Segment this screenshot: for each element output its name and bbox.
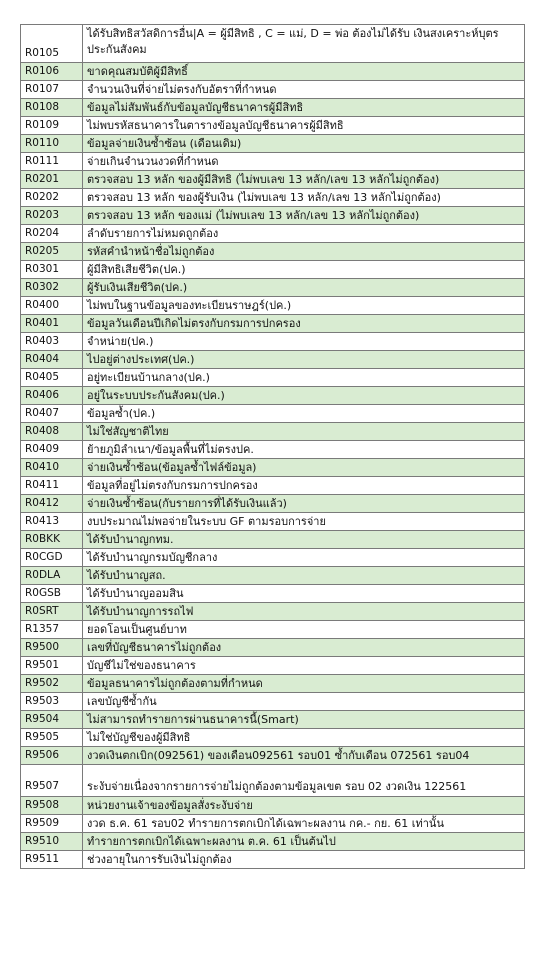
table-row <box>21 657 525 675</box>
table-row <box>21 279 525 297</box>
reject-description: ย้ายภูมิลำเนา/ข้อมูลพื้นที่ไม่ตรงปค. <box>83 441 525 459</box>
table-row <box>21 603 525 621</box>
reject-code: R0107 <box>21 81 83 99</box>
table-row <box>21 693 525 711</box>
reject-description: ได้รับบำนาญออมสิน <box>83 585 525 603</box>
reject-code: R0301 <box>21 261 83 279</box>
reject-code: R0203 <box>21 207 83 225</box>
table-row <box>21 765 525 797</box>
table-row <box>21 189 525 207</box>
reject-description: ได้รับบำนาญกรมบัญชีกลาง <box>83 549 525 567</box>
reject-code: R0407 <box>21 405 83 423</box>
table-row <box>21 63 525 81</box>
reject-description: ระงับจ่ายเนื่องจากรายการจ่ายไม่ถูกต้องตามข้อมูลเขต รอบ 02 งวดเงิน 122561 <box>83 765 525 797</box>
reject-description: ช่วงอายุในการรับเงินไม่ถูกต้อง <box>83 851 525 869</box>
reject-code: R9508 <box>21 797 83 815</box>
reject-code: R9509 <box>21 815 83 833</box>
reject-description: บัญชีไม่ใช่ของธนาคาร <box>83 657 525 675</box>
table-row <box>21 797 525 815</box>
table-row <box>21 729 525 747</box>
table-row <box>21 621 525 639</box>
reject-description: ยอดโอนเป็นศูนย์บาท <box>83 621 525 639</box>
table-row <box>21 261 525 279</box>
reject-code-table <box>20 24 525 869</box>
reject-code: R0410 <box>21 459 83 477</box>
reject-description: ได้รับบำนาญกทม. <box>83 531 525 549</box>
table-row <box>21 477 525 495</box>
table-row <box>21 25 525 63</box>
reject-description: ข้อมูลจ่ายเงินซ้ำซ้อน (เดือนเดิม) <box>83 135 525 153</box>
reject-code: R0BKK <box>21 531 83 549</box>
reject-description: ผู้มีสิทธิเสียชีวิต(ปค.) <box>83 261 525 279</box>
table-row <box>21 851 525 869</box>
reject-code: R9505 <box>21 729 83 747</box>
reject-code: R1357 <box>21 621 83 639</box>
reject-description: ขาดคุณสมบัติผู้มีสิทธิ์ <box>83 63 525 81</box>
table-row <box>21 675 525 693</box>
reject-code: R0205 <box>21 243 83 261</box>
table-row <box>21 297 525 315</box>
reject-code: R0105 <box>21 25 83 63</box>
reject-description: ลำดับรายการไม่หมดถูกต้อง <box>83 225 525 243</box>
table-row <box>21 531 525 549</box>
table-row <box>21 315 525 333</box>
table-row <box>21 333 525 351</box>
reject-description: ข้อมูลซ้ำ(ปค.) <box>83 405 525 423</box>
reject-description: ผู้รับเงินเสียชีวิต(ปค.) <box>83 279 525 297</box>
table-row <box>21 81 525 99</box>
reject-code: R0406 <box>21 387 83 405</box>
reject-code: R0SRT <box>21 603 83 621</box>
reject-description: จำหน่าย(ปค.) <box>83 333 525 351</box>
table-row <box>21 513 525 531</box>
reject-code: R9506 <box>21 747 83 765</box>
table-row <box>21 747 525 765</box>
reject-code: R0400 <box>21 297 83 315</box>
reject-code: R0412 <box>21 495 83 513</box>
reject-description: ไม่พบในฐานข้อมูลของทะเบียนราษฎร์(ปค.) <box>83 297 525 315</box>
reject-description: ตรวจสอบ 13 หลัก ของแม่ (ไม่พบเลข 13 หลัก/เลข 13 หลักไม่ถูกต้อง) <box>83 207 525 225</box>
reject-code: R9504 <box>21 711 83 729</box>
reject-code: R0405 <box>21 369 83 387</box>
table-row <box>21 423 525 441</box>
table-row <box>21 405 525 423</box>
reject-code: R0409 <box>21 441 83 459</box>
reject-code: R0302 <box>21 279 83 297</box>
reject-code: R9503 <box>21 693 83 711</box>
table-row <box>21 639 525 657</box>
table-row <box>21 387 525 405</box>
reject-description: อยู่ในระบบประกันสังคม(ปค.) <box>83 387 525 405</box>
table-row <box>21 711 525 729</box>
table-row <box>21 243 525 261</box>
reject-description: ได้รับบำนาญสถ. <box>83 567 525 585</box>
reject-description: ไปอยู่ต่างประเทศ(ปค.) <box>83 351 525 369</box>
table-row <box>21 369 525 387</box>
table-row <box>21 815 525 833</box>
reject-code: R0201 <box>21 171 83 189</box>
reject-description: รหัสคำนำหน้าชื่อไม่ถูกต้อง <box>83 243 525 261</box>
reject-description: ตรวจสอบ 13 หลัก ของผู้รับเงิน (ไม่พบเลข 13 หลัก/เลข 13 หลักไม่ถูกต้อง) <box>83 189 525 207</box>
reject-description: หน่วยงานเจ้าของข้อมูลสั่งระงับจ่าย <box>83 797 525 815</box>
reject-description: ทำรายการตกเบิกได้เฉพาะผลงาน ต.ค. 61 เป็นต้นไป <box>83 833 525 851</box>
table-row <box>21 549 525 567</box>
reject-description: ไม่ใช่สัญชาติไทย <box>83 423 525 441</box>
reject-description: จ่ายเงินซ้ำซ้อน(กับรายการที่ได้รับเงินแล้ว) <box>83 495 525 513</box>
table-row <box>21 225 525 243</box>
reject-description: ไม่ใช่บัญชีของผู้มีสิทธิ <box>83 729 525 747</box>
reject-code: R9511 <box>21 851 83 869</box>
reject-description: ไม่สามารถทำรายการผ่านธนาคารนี้(Smart) <box>83 711 525 729</box>
reject-code: R0411 <box>21 477 83 495</box>
table-row <box>21 833 525 851</box>
reject-description: เลขที่บัญชีธนาคารไม่ถูกต้อง <box>83 639 525 657</box>
reject-description: จำนวนเงินที่จ่ายไม่ตรงกับอัตราที่กำหนด <box>83 81 525 99</box>
reject-code: R0202 <box>21 189 83 207</box>
table-row <box>21 459 525 477</box>
reject-code: R0408 <box>21 423 83 441</box>
reject-code: R9507 <box>21 765 83 797</box>
reject-description: ตรวจสอบ 13 หลัก ของผู้มีสิทธิ (ไม่พบเลข 13 หลัก/เลข 13 หลักไม่ถูกต้อง) <box>83 171 525 189</box>
reject-code: R0204 <box>21 225 83 243</box>
reject-description: จ่ายเงินซ้ำซ้อน(ข้อมูลซ้ำไฟล์ข้อมูล) <box>83 459 525 477</box>
table-row <box>21 117 525 135</box>
reject-code: R0110 <box>21 135 83 153</box>
reject-description: ข้อมูลวันเดือนปีเกิดไม่ตรงกับกรมการปกครอง <box>83 315 525 333</box>
reject-description: ข้อมูลที่อยู่ไม่ตรงกับกรมการปกครอง <box>83 477 525 495</box>
reject-code: R0404 <box>21 351 83 369</box>
table-row <box>21 441 525 459</box>
reject-code: R0403 <box>21 333 83 351</box>
reject-code: R0109 <box>21 117 83 135</box>
reject-code: R0111 <box>21 153 83 171</box>
reject-code: R0106 <box>21 63 83 81</box>
reject-description: งบประมาณไม่พอจ่ายในระบบ GF ตามรอบการจ่าย <box>83 513 525 531</box>
reject-description: งวด ธ.ค. 61 รอบ02 ทำรายการตกเบิกได้เฉพาะผลงาน กค.- กย. 61 เท่านั้น <box>83 815 525 833</box>
table-row <box>21 207 525 225</box>
reject-code: R9501 <box>21 657 83 675</box>
table-row <box>21 135 525 153</box>
reject-code: R9500 <box>21 639 83 657</box>
table-row <box>21 99 525 117</box>
table-row <box>21 171 525 189</box>
table-row <box>21 495 525 513</box>
reject-code: R0GSB <box>21 585 83 603</box>
table-row <box>21 585 525 603</box>
table-row <box>21 567 525 585</box>
reject-description: เลขบัญชีซ้ำกัน <box>83 693 525 711</box>
reject-description: ไม่พบรหัสธนาคารในตารางข้อมูลบัญชีธนาคารผู้มีสิทธิ <box>83 117 525 135</box>
reject-code: R0401 <box>21 315 83 333</box>
reject-description: ข้อมูลธนาคารไม่ถูกต้องตามที่กำหนด <box>83 675 525 693</box>
reject-description: งวดเงินตกเบิก(092561) ของเดือน092561 รอบ01 ซ้ำกับเดือน 072561 รอบ04 <box>83 747 525 765</box>
reject-code: R0CGD <box>21 549 83 567</box>
reject-description: ได้รับบำนาญการรถไฟ <box>83 603 525 621</box>
reject-description: ข้อมูลไม่สัมพันธ์กับข้อมูลบัญชีธนาคารผู้มีสิทธิ <box>83 99 525 117</box>
reject-code: R0108 <box>21 99 83 117</box>
reject-description: ได้รับสิทธิสวัสดิการอื่น|A = ผู้มีสิทธิ , C = แม่, D = พ่อ ต้องไม่ได้รับ เงินสงเคราะห์บุตรประกันสังคม <box>83 25 525 63</box>
reject-description: จ่ายเกินจำนวนงวดที่กำหนด <box>83 153 525 171</box>
table-row <box>21 153 525 171</box>
reject-description: อยู่ทะเบียนบ้านกลาง(ปค.) <box>83 369 525 387</box>
reject-code: R9510 <box>21 833 83 851</box>
table-body <box>21 25 525 869</box>
table-row <box>21 351 525 369</box>
reject-code: R9502 <box>21 675 83 693</box>
reject-code: R0413 <box>21 513 83 531</box>
reject-code: R0DLA <box>21 567 83 585</box>
